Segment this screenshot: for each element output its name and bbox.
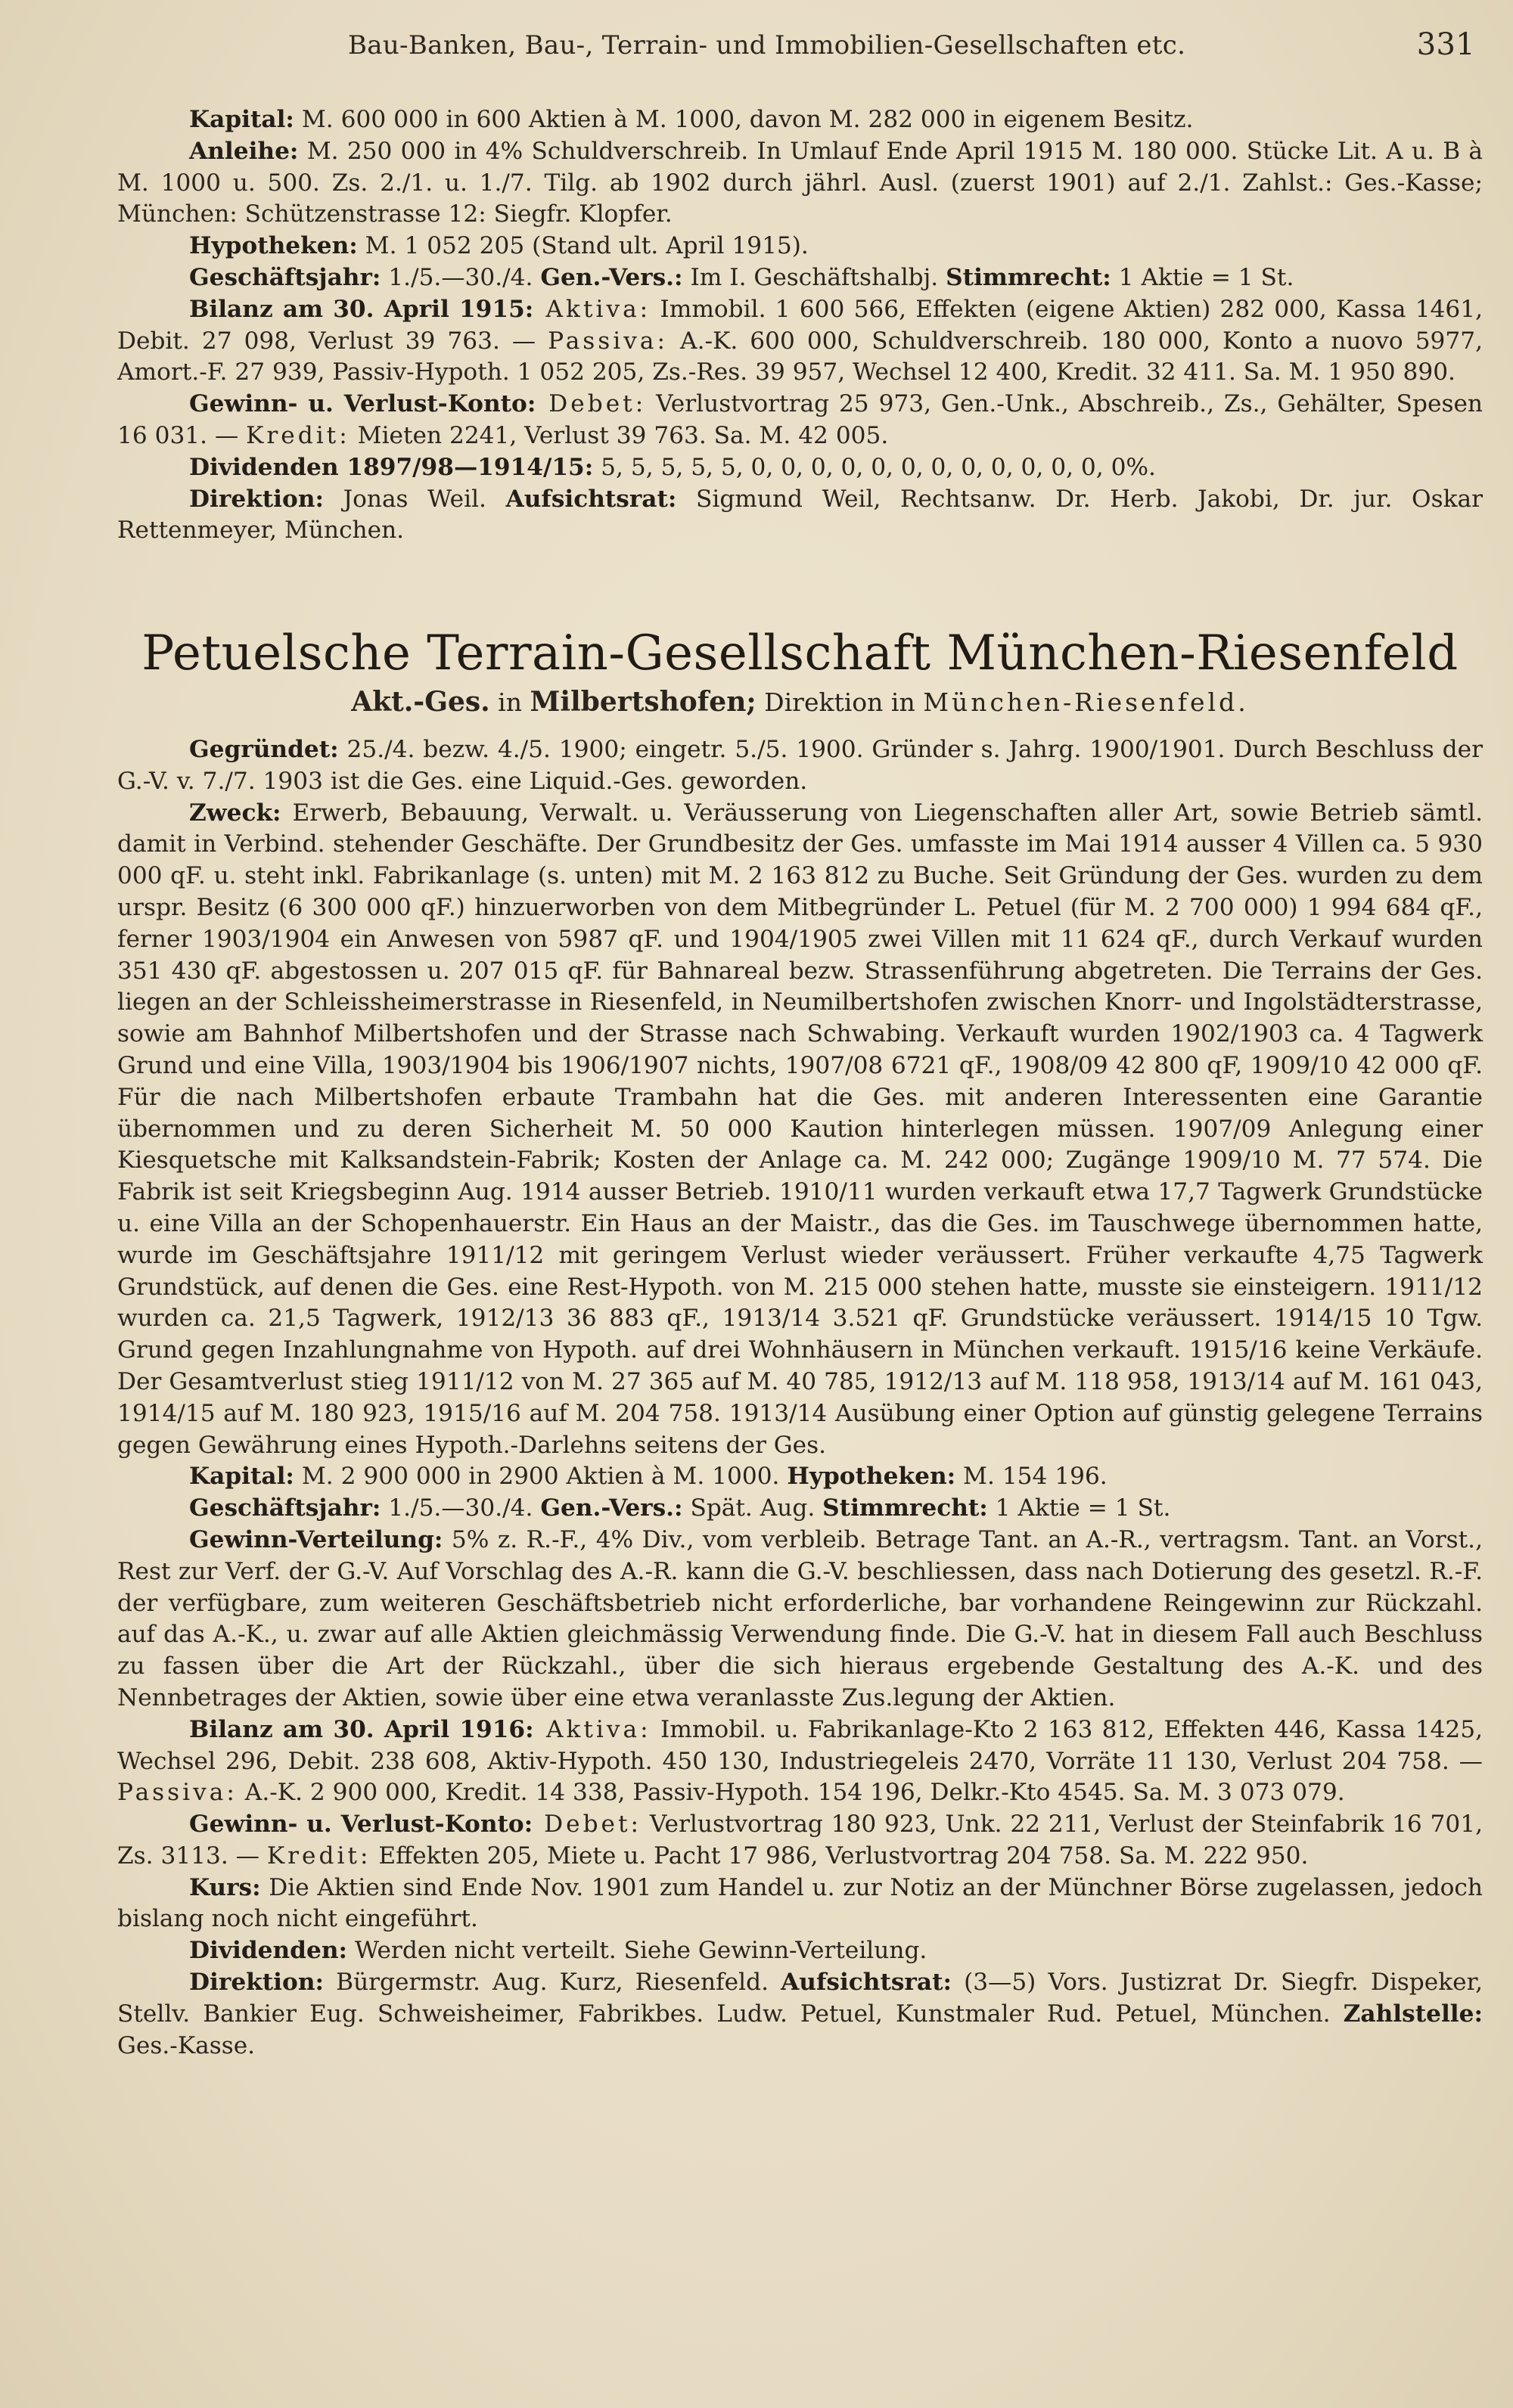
direction-location: München-Riesenfeld. [923,687,1249,717]
debit-text-2: Verlustvortrag 180 923, Unk. 22 211, Verlust der Steinfabrik 16 701, Zs. 3113. — [117,1811,1483,1870]
seat-location: Milbertshofen; [530,686,756,718]
paying-agent-text: Ges.-Kasse. [117,2031,256,2059]
general-meeting-text-2: Spät. Aug. [682,1494,823,1522]
mortgage-label: Hypotheken: [189,232,358,260]
profit-distribution-text: 5% z. R.-F., 4% Div., vom verbleib. Betrage Tant. an A.-R., vertragsm. Tant. an Vorst., Rest zur Verf. der G.-V. Auf Vorschlag des A.-R. kann die G.-V. beschliessen, dass nach Dotierung des gesetzl. R.-F. der verfügbare, zum weiteren Geschäftsbetrieb nicht erforderliche, bar vorhandene Reingewinn zur Rückzahl. auf das A.-K., u. zwar auf alle Aktien gleichmässig Verwendung finde. Die G.-V. hat in diesem Fall auch Beschluss zu fassen über die Art der Rückzahl., über die sich hieraus ergebende Gestaltung des A.-K. und des Nennbetrages der Aktien, sowie über eine etwa veranlasste Zus.legung der Aktien. [117,1525,1483,1711]
management-label-2: Direktion: [189,1969,325,1997]
subheading-in: in [489,687,530,717]
dividends-label: Dividenden 1897/98—1914/15: [189,453,594,481]
fiscal-year-text-2: 1./5.—30./4. [381,1494,541,1522]
purpose-paragraph [117,798,1483,1462]
legal-form: Akt.-Ges. [351,686,490,718]
mortgage-text-2: M. 154 196. [955,1463,1108,1491]
credit-label-2: Kredit: [266,1842,371,1870]
supervisory-board-text-2: (3—5) Vors. Justizrat Dr. Siegfr. Dispeker, Stellv. Bankier Eug. Schweisheimer, Fabrikbes. Ludw. Petuel, Kunstmaler Rud. Petuel, München. [117,1969,1483,2028]
quotation-label: Kurs: [189,1873,261,1901]
profit-loss-label-2: Gewinn- u. Verlust-Konto: [189,1811,533,1839]
assets-text: Immobil. 1 600 566, Effekten (eigene Aktien) 282 000, Kassa 1461, Debit. 27 098, Verlust 39 763. — [117,295,1483,355]
fiscal-year-text: 1./5.—30./4. [381,263,541,291]
bond-paragraph [117,136,1483,231]
dividends-text: 5, 5, 5, 5, 5, 0, 0, 0, 0, 0, 0, 0, 0, 0, 0, 0, 0, 0%. [593,453,1156,481]
bond-label: Anleihe: [189,137,299,165]
management-text: Jonas Weil. [324,485,506,513]
management-paragraph [117,484,1483,548]
mortgage-paragraph [117,231,1483,262]
profit-loss-label: Gewinn- u. Verlust-Konto: [189,390,536,418]
capital-paragraph [117,104,1483,136]
running-head [348,27,1483,68]
credit-text: Mieten 2241, Verlust 39 763. Sa. M. 42 005. [350,421,889,449]
liabilities-label: Passiva: [548,327,669,355]
capital-text: M. 600 000 in 600 Aktien à M. 1000, davon M. 282 000 in eigenem Besitz. [294,106,1194,133]
dividends-paragraph-2 [117,1935,1483,1967]
management-paragraph-2 [117,1967,1483,2062]
balance-label: Bilanz am 30. April 1915: [189,295,534,323]
first-company-entry [117,104,1483,547]
voting-right-label: Stimmrecht: [946,263,1111,291]
assets-label-2: Aktiva: [533,1715,651,1743]
supervisory-board-label: Aufsichtsrat: [505,485,677,513]
liabilities-text: A.-K. 600 000, Schuldverschreib. 180 000, Konto a nuovo 5977, Amort.-F. 27 939, Passiv-Hypoth. 1 052 205, Zs.-Res. 39 957, Wechsel 12 400, Kredit. 32 411. Sa. M. 1 950 890. [117,327,1483,386]
debit-label-2: Debet: [533,1811,642,1839]
company-subheading [117,685,1483,719]
company-heading: Petuelsche Terrain-Gesellschaft München-Riesenfeld [141,625,1459,681]
liabilities-text-2: A.-K. 2 900 000, Kredit. 14 338, Passiv-Hypoth. 154 196, Delkr.-Kto 4545. Sa. M. 3 073 079. [237,1779,1345,1807]
quotation-paragraph [117,1873,1483,1936]
debit-label: Debet: [536,390,647,418]
capital-label-2: Kapital: [189,1463,294,1491]
subheading-direction: Direktion in [756,687,924,717]
management-label: Direktion: [189,485,325,513]
voting-right-text-2: 1 Aktie = 1 St. [987,1494,1171,1522]
founded-paragraph [117,734,1483,798]
bond-text: M. 250 000 in 4% Schuldverschreib. In Umlauf Ende April 1915 M. 180 000. Stücke Lit. A u. B à M. 1000 u. 500. Zs. 2./1. u. 1./7. Tilg. ab 1902 durch jährl. Ausl. (zuerst 1901) auf 2./1. Zahlst.: Ges.-Kasse; München: Schützenstrasse 12: Siegfr. Klopfer. [117,137,1483,228]
capital-text-2: M. 2 900 000 in 2900 Aktien à M. 1000. [294,1463,788,1491]
management-text-2: Bürgermstr. Aug. Kurz, Riesenfeld. [324,1969,781,1997]
credit-label: Kredit: [246,421,350,449]
fiscal-year-paragraph [117,262,1483,294]
page-number: 331 [1416,27,1475,62]
paying-agent-label: Zahlstelle: [1343,2000,1483,2028]
fiscal-year-paragraph-2 [117,1493,1483,1525]
running-head-title: Bau-Banken, Bau-, Terrain- und Immobilien-Gesellschaften etc. [348,30,1186,61]
founded-text: 25./4. bezw. 4./5. 1900; eingetr. 5./5. 1900. Gründer s. Jahrg. 1900/1901. Durch Beschluss der G.-V. v. 7./7. 1903 ist die Ges. eine Liquid.-Ges. geworden. [117,736,1483,795]
purpose-label: Zweck: [189,799,281,827]
dividends-paragraph [117,452,1483,484]
liabilities-label-2: Passiva: [117,1779,238,1807]
profit-distribution-paragraph [117,1525,1483,1714]
credit-text-2: Effekten 205, Miete u. Pacht 17 986, Verlustvortrag 204 758. Sa. M. 222 950. [371,1842,1309,1870]
second-company-entry [117,734,1483,2062]
general-meeting-label-2: Gen.-Vers.: [540,1494,683,1522]
capital-label: Kapital: [189,106,294,133]
quotation-text: Die Aktien sind Ende Nov. 1901 zum Handel u. zur Notiz an der Münchner Börse zugelassen, jedoch bislang noch nicht eingeführt. [117,1873,1483,1933]
balance-label-2: Bilanz am 30. April 1916: [189,1715,534,1743]
fiscal-year-label-2: Geschäftsjahr: [189,1494,381,1522]
profit-distribution-label: Gewinn-Verteilung: [189,1525,443,1553]
mortgage-text: M. 1 052 205 (Stand ult. April 1915). [357,232,809,260]
supervisory-board-label-2: Aufsichtsrat: [781,1969,952,1997]
dividends-label-2: Dividenden: [189,1937,348,1965]
balance-paragraph [117,294,1483,389]
general-meeting-label: Gen.-Vers.: [540,263,683,291]
dividends-text-2: Werden nicht verteilt. Siehe Gewinn-Verteilung. [347,1937,927,1965]
balance-paragraph-2 [117,1714,1483,1809]
mortgage-label-2: Hypotheken: [787,1463,956,1491]
supervisory-board-text: Sigmund Weil, Rechtsanw. Dr. Herb. Jakobi, Dr. jur. Oskar Rettenmeyer, München. [117,485,1483,545]
debit-text: Verlustvortrag 25 973, Gen.-Unk., Abschreib., Zs., Gehälter, Spesen 16 031. — [117,390,1483,449]
profit-loss-paragraph-2 [117,1809,1483,1873]
founded-label: Gegründet: [189,736,339,763]
assets-text-2: Immobil. u. Fabrikanlage-Kto 2 163 812, Effekten 446, Kassa 1425, Wechsel 296, Debit. 238 608, Aktiv-Hypoth. 450 130, Industriegeleis 2470, Vorräte 11 130, Verlust 204 758. — [117,1715,1483,1775]
assets-label: Aktiva: [533,295,651,323]
profit-loss-paragraph [117,389,1483,452]
purpose-text: Erwerb, Bebauung, Verwalt. u. Veräusserung von Liegenschaften aller Art, sowie Betrieb sämtl. damit in Verbind. stehender Geschäfte. Der Grundbesitz der Ges. umfasste im Mai 1914 ausser 4 Villen ca. 5 930 000 qF. u. steht inkl. Fabrikanlage (s. unten) mit M. 2 163 812 zu Buche. Seit Gründung der Ges. wurden zu dem urspr. Besitz (6 300 000 qF.) hinzuerworben von dem Mitbegründer L. Petuel (für M. 2 700 000) 1 994 684 qF., ferner 1903/1904 ein Anwesen von 5987 qF. und 1904/1905 zwei Villen mit 11 624 qF., durch Verkauf wurden 351 430 qF. abgestossen u. 207 015 qF. für Bahnareal bezw. Strassenführung abgetreten. Die Terrains der Ges. liegen an der Schleissheimerstrasse in Riesenfeld, in Neumilbertshofen zwischen Knorr- und Ingolstädterstrasse, sowie am Bahnhof Milbertshofen und der Strasse nach Schwabing. Verkauft wurden 1902/1903 ca. 4 Tagwerk Grund und eine Villa, 1903/1904 bis 1906/1907 nichts, 1907/08 6721 qF., 1908/09 42 800 qF, 1909/10 42 000 qF. Für die nach Milbertshofen erbaute Trambahn hat die Ges. mit anderen Interessenten eine Garantie übernommen und zu deren Sicherheit M. 50 000 Kaution hinterlegen müssen. 1907/09 Anlegung einer Kiesquetsche mit Kalksandstein-Fabrik; Kosten der Anlage ca. M. 242 000; Zugänge 1909/10 M. 77 574. Die Fabrik ist seit Kriegsbeginn Aug. 1914 ausser Betrieb. 1910/11 wurden verkauft etwa 17,7 Tagwerk Grundstücke u. eine Villa an der Schopenhauerstr. Ein Haus an der Maistr., das die Ges. im Tauschwege übernommen hatte, wurde im Geschäftsjahre 1911/12 mit geringem Verlust wieder veräussert. Früher verkaufte 4,75 Tagwerk Grundstück, auf denen die Ges. eine Rest-Hypoth. von M. 215 000 stehen hatte, musste sie einsteigern. 1911/12 wurden ca. 21,5 Tagwerk, 1912/13 36 883 qF., 1913/14 3.521 qF. Grundstücke veräussert. 1914/15 10 Tgw. Grund gegen Inzahlungnahme von Hypoth. auf drei Wohnhäusern in München verkauft. 1915/16 keine Verkäufe. Der Gesamtverlust stieg 1911/12 von M. 27 365 auf M. 40 785, 1912/13 auf M. 118 958, 1913/14 auf M. 161 043, 1914/15 auf M. 180 923, 1915/16 auf M. 204 758. 1913/14 Ausübung einer Option auf günstig gelegene Terrains gegen Gewährung eines Hypoth.-Darlehns seitens der Ges. [117,799,1483,1459]
general-meeting-text: Im I. Geschäftshalbj. [682,263,946,291]
fiscal-year-label: Geschäftsjahr: [189,263,381,291]
capital-paragraph-2 [117,1461,1483,1493]
voting-right-text: 1 Aktie = 1 St. [1111,263,1294,291]
voting-right-label-2: Stimmrecht: [822,1494,988,1522]
